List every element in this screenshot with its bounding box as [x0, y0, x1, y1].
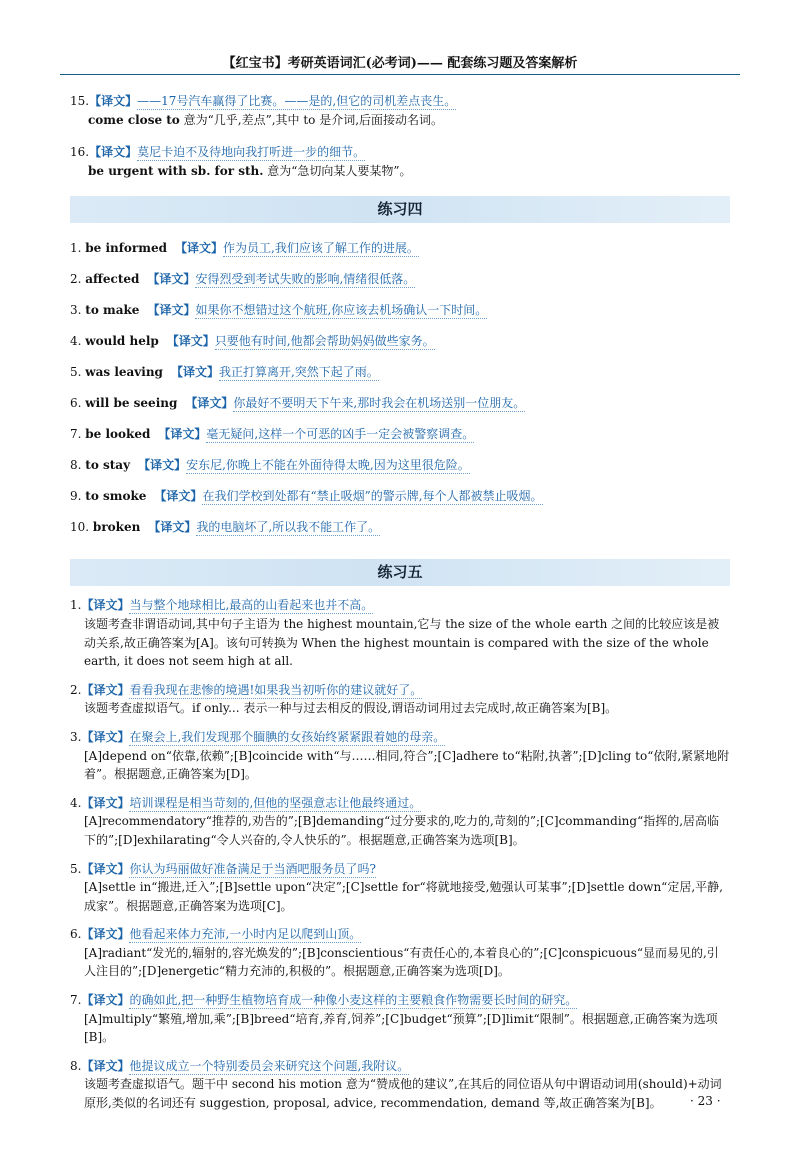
item-number: 8. — [70, 1058, 82, 1073]
translation-tag: 【译文】 — [81, 795, 130, 810]
item-number: 15. — [70, 94, 90, 108]
translation-text: 如果你不想错过这个航班,你应该去机场确认一下时间。 — [195, 303, 488, 318]
exercise-item-16 — [70, 143, 730, 180]
translation-text: 他看起来体力充沛,一小时内足以爬到山顶。 — [129, 927, 362, 942]
section-title-exercise-5: 练习五 — [70, 559, 730, 586]
translation-tag: 【译文】 — [185, 396, 234, 411]
translation-text: 你最好不要明天下午来,那时我会在机场送别一位朋友。 — [233, 396, 526, 411]
translation-text: 的确如此,把一种野生植物培育成一种像小麦这样的主要粮食作物需要长时间的研究。 — [129, 993, 578, 1008]
exercise-4-item — [70, 295, 730, 326]
exercise-4-item — [70, 512, 730, 543]
section-title-exercise-4: 练习四 — [70, 196, 730, 223]
note-term: come close to — [88, 112, 180, 127]
translation-tag: 【译文】 — [147, 272, 196, 287]
exercise-5-item — [70, 925, 730, 981]
translation-text: 看看我现在悲惨的境遇!如果我当初听你的建议就好了。 — [129, 682, 423, 697]
answer: affected — [85, 272, 140, 287]
translation-text: 你认为玛丽做好准备满足于当酒吧服务员了吗? — [129, 861, 376, 876]
exercise-5-item — [70, 1057, 730, 1113]
translation-text: 安得烈受到考试失败的影响,情绪很低落。 — [195, 272, 416, 287]
answer: to make — [85, 303, 140, 318]
translation-text: 我正打算离开,突然下起了雨。 — [218, 365, 379, 380]
translation-text: 培训课程是相当苛刻的,但他的坚强意志让他最终通过。 — [129, 795, 422, 810]
item-number: 7. — [70, 993, 82, 1008]
explanation-text: [A]radiant“发光的,辐射的,容光焕发的”;[B]conscientious“有责任心的,本着良心的”;[C]conspicuous“显而易见的,引人注目的”;[D]energetic“精力充沛的,积极的”。根据题意,正确答案为选项[D]。 — [84, 945, 719, 979]
item-number: 4. — [70, 795, 82, 810]
explanation-text: 该题考查虚拟语气。题干中 second his motion 意为“赞成他的建议”,在其后的同位语从句中谓语动词用(should)+动词原形,类似的名词还有 suggestion, proposal, advice, recommendation, demand 等,故正确答案为[B]。 — [84, 1077, 722, 1111]
note-text: 意为“几乎,差点”,其中 to 是介词,后面接动名词。 — [179, 112, 444, 127]
translation-tag: 【译文】 — [81, 682, 130, 697]
translation-tag: 【译文】 — [81, 598, 130, 613]
exercise-5-item — [70, 596, 730, 670]
item-number: 10. — [70, 520, 90, 535]
exercise-5-item — [70, 991, 730, 1047]
translation-text: 安东尼,你晚上不能在外面待得太晚,因为这里很危险。 — [186, 458, 470, 473]
answer: to smoke — [85, 489, 147, 504]
translation-text: 只要他有时间,他都会帮助妈妈做些家务。 — [214, 334, 435, 349]
translation-tag: 【译文】 — [147, 303, 196, 318]
exercise-4-item — [70, 264, 730, 295]
translation-tag: 【译文】 — [158, 427, 207, 442]
item-number: 1. — [70, 598, 82, 613]
translation-tag: 【译文】 — [154, 489, 203, 504]
translation-text: 毫无疑问,这样一个可恶的凶手一定会被警察调查。 — [206, 427, 475, 442]
item-number: 4. — [70, 334, 82, 349]
exercise-4-item — [70, 326, 730, 357]
exercise-4-item — [70, 419, 730, 450]
exercise-4-item — [70, 233, 730, 264]
item-number: 5. — [70, 365, 82, 380]
answer: be looked — [85, 427, 151, 442]
translation-tag: 【译文】 — [81, 993, 130, 1008]
exercise-4-item — [70, 450, 730, 481]
header-title: 【红宝书】考研英语词汇(必考词)—— 配套练习题及答案解析 — [222, 56, 578, 71]
translation-text: 当与整个地球相比,最高的山看起来也并不高。 — [129, 598, 374, 613]
page-number: · 23 · — [690, 1094, 721, 1108]
translation-text: 在聚会上,我们发现那个腼腆的女孩始终紧紧跟着她的母亲。 — [129, 729, 446, 744]
exercise-5-item — [70, 728, 730, 784]
exercise-5-list — [70, 596, 730, 1112]
answer: will be seeing — [85, 396, 178, 411]
translation-text: 在我们学校到处都有“禁止吸烟”的警示牌,每个人都被禁止吸烟。 — [202, 489, 543, 504]
exercise-4-list — [70, 233, 730, 543]
translation-text: 我的电脑坏了,所以我不能工作了。 — [196, 520, 381, 535]
item-number: 16. — [70, 145, 90, 160]
item-number: 1. — [70, 241, 82, 256]
answer: be informed — [85, 241, 167, 256]
exercise-item-15 — [70, 92, 730, 129]
translation-tag: 【译文】 — [81, 1058, 130, 1073]
exercise-5-item — [70, 681, 730, 718]
item-number: 2. — [70, 272, 82, 287]
answer: would help — [85, 334, 159, 349]
item-number: 8. — [70, 458, 82, 473]
item-number: 3. — [70, 729, 82, 744]
translation-text: 他提议成立一个特别委员会来研究这个问题,我附议。 — [129, 1058, 410, 1073]
header-divider — [60, 74, 740, 75]
page-content — [70, 92, 730, 1113]
translation-tag: 【译文】 — [138, 458, 187, 473]
item-number: 6. — [70, 396, 82, 411]
explanation-text: [A]depend on“依靠,依赖”;[B]coincide with“与……相同,符合”;[C]adhere to“粘附,执著”;[D]cling to“依附,紧紧地附着”。根据题意,正确答案为[D]。 — [84, 748, 730, 782]
translation-tag: 【译文】 — [81, 927, 130, 942]
translation-text: 莫尼卡迫不及待地向我打听进一步的细节。 — [137, 145, 366, 160]
exercise-5-item — [70, 860, 730, 916]
explanation-text: [A]recommendatory“推荐的,劝告的”;[B]demanding“过分要求的,吃力的,苛刻的”;[C]commanding“指挥的,居高临下的”;[D]exhilarating“令人兴奋的,令人快乐的”。根据题意,正确答案为选项[B]。 — [84, 814, 720, 847]
translation-tag: 【译文】 — [174, 241, 223, 256]
item-number: 5. — [70, 861, 82, 876]
translation-tag: 【译文】 — [81, 861, 130, 876]
item-number: 9. — [70, 489, 82, 504]
exercise-4-item — [70, 481, 730, 512]
item-number: 3. — [70, 303, 82, 318]
translation-tag: 【译文】 — [89, 94, 138, 108]
exercise-4-item — [70, 357, 730, 388]
translation-text: ——17号汽车赢得了比赛。——是的,但它的司机差点丧生。 — [137, 94, 457, 108]
translation-tag: 【译文】 — [81, 729, 130, 744]
item-number: 2. — [70, 682, 82, 697]
exercise-5-item — [70, 794, 730, 850]
explanation-text: 该题考查虚拟语气。if only... 表示一种与过去相反的假设,谓语动词用过去完成时,故正确答案为[B]。 — [84, 701, 618, 716]
answer: broken — [92, 520, 141, 535]
note-text: 意为“急切向某人要某物”。 — [263, 163, 412, 178]
exercise-4-item — [70, 388, 730, 419]
translation-tag: 【译文】 — [148, 520, 197, 535]
translation-text: 作为员工,我们应该了解工作的进展。 — [223, 241, 419, 256]
translation-tag: 【译文】 — [170, 365, 219, 380]
item-number: 6. — [70, 927, 82, 942]
note-term: be urgent with sb. for sth. — [88, 163, 264, 178]
explanation-text: 该题考查非谓语动词,其中句子主语为 the highest mountain,它与 the size of the whole earth 之间的比较应该是被动关系,故正确答案为[A]。该句可转换为 When the highest mountain is compared with the size of the whole earth, it does not seem high at all. — [84, 616, 720, 669]
translation-tag: 【译文】 — [89, 145, 138, 160]
answer: was leaving — [85, 365, 163, 380]
explanation-text: [A]settle in“搬进,迁入”;[B]settle upon“决定”;[C]settle for“将就地接受,勉强认可某事”;[D]settle down“定居,平静,成家”。根据题意,正确答案为选项[C]。 — [84, 880, 723, 913]
answer: to stay — [85, 458, 131, 473]
translation-tag: 【译文】 — [166, 334, 215, 349]
item-number: 7. — [70, 427, 82, 442]
explanation-text: [A]multiply“繁殖,增加,乘”;[B]breed“培育,养育,饲养”;[C]budget“预算”;[D]limit“限制”。根据题意,正确答案为选项[B]。 — [84, 1011, 718, 1045]
